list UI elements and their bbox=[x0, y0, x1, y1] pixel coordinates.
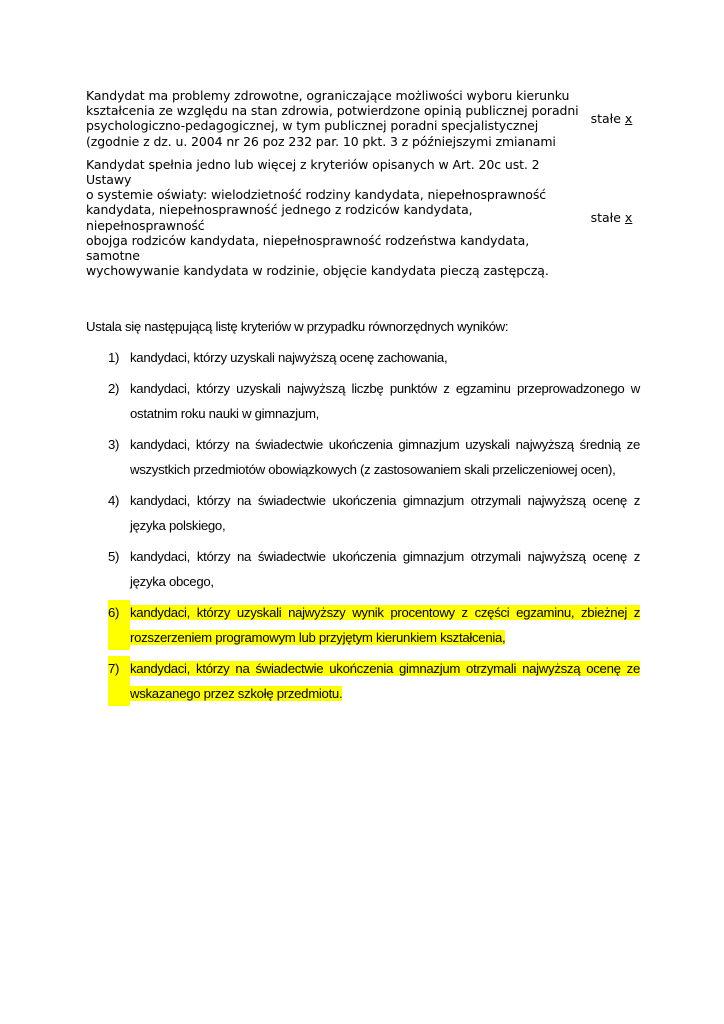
list-item-number: 3) bbox=[108, 437, 120, 452]
list-item-number: 7) bbox=[108, 656, 130, 706]
list-item-highlighted bbox=[108, 600, 640, 650]
criteria-check-mark: x bbox=[624, 110, 633, 126]
list-item-text: kandydaci, którzy uzyskali najwyższą ocenę zachowania, bbox=[130, 350, 448, 365]
criteria-text bbox=[86, 88, 585, 149]
criteria-line: Kandydat spełnia jedno lub więcej z kryteriów opisanych w Art. 20c ust. 2 Ustawy bbox=[86, 156, 540, 188]
criteria-value-label: stałe bbox=[590, 210, 621, 226]
list-item bbox=[108, 345, 640, 370]
list-item bbox=[108, 376, 640, 426]
list-item-body bbox=[130, 432, 640, 482]
list-item-body bbox=[130, 600, 640, 650]
list-item-body bbox=[130, 345, 640, 370]
criteria-line: psychologiczno-pedagogicznej, w tym publicznej poradni specjalistycznej bbox=[86, 118, 539, 134]
list-item-text: kandydaci, którzy uzyskali najwyższą liczbę punktów z egzaminu przeprowadzonego w ostatnim roku nauki w gimnazjum, bbox=[130, 381, 640, 421]
list-item-number: 4) bbox=[108, 493, 120, 508]
criteria-value bbox=[585, 210, 646, 225]
tiebreak-intro: Ustala się następującą listę kryteriów w przypadku równorzędnych wyników: bbox=[86, 319, 509, 334]
criteria-text bbox=[86, 157, 585, 279]
criteria-row-health bbox=[86, 88, 646, 149]
criteria-line: wychowywanie kandydata w rodzinie, objęcie kandydata pieczą zastępczą. bbox=[86, 263, 549, 279]
criteria-value-label: stałe bbox=[590, 110, 621, 126]
list-item-number: 2) bbox=[108, 381, 120, 396]
criteria-line: Kandydat ma problemy zdrowotne, ograniczające możliwości wyboru kierunku bbox=[86, 88, 570, 103]
criteria-line: o systemie oświaty: wielodzietność rodziny kandydata, niepełnosprawność bbox=[86, 187, 547, 203]
criteria-line: (zgodnie z dz. u. 2004 nr 26 poz 232 par. 10 pkt. 3 z późniejszymi zmianami bbox=[86, 133, 556, 149]
list-item-highlighted bbox=[108, 656, 640, 706]
list-item bbox=[108, 488, 640, 538]
list-item-text: kandydaci, którzy na świadectwie ukończenia gimnazjum uzyskali najwyższą średnią ze wszystkich przedmiotów obowiązkowych (z zastosowaniem skali przeliczeniowej ocen), bbox=[130, 437, 640, 477]
criteria-line: obojga rodziców kandydata, niepełnosprawność rodzeństwa kandydata, samotne bbox=[86, 232, 530, 264]
list-item-body bbox=[130, 488, 640, 538]
criteria-row-art20c bbox=[86, 157, 646, 279]
criteria-value bbox=[585, 111, 646, 126]
list-item-body bbox=[130, 544, 640, 594]
list-item bbox=[108, 432, 640, 482]
criteria-line: kształcenia ze względu na stan zdrowia, potwierdzone opinią publicznej poradni bbox=[86, 103, 579, 119]
list-item-body bbox=[130, 376, 640, 426]
list-item bbox=[108, 544, 640, 594]
list-item-text: kandydaci, którzy na świadectwie ukończenia gimnazjum otrzymali najwyższą ocenę z języka obcego, bbox=[130, 549, 640, 589]
criteria-table bbox=[86, 88, 646, 278]
list-item-text: kandydaci, którzy uzyskali najwyższy wynik procentowy z części egzaminu, zbieżnej z rozszerzeniem programowym lub przyjętym kierunkiem kształcenia, bbox=[130, 605, 640, 645]
list-item-number: 6) bbox=[108, 600, 130, 650]
list-item-number: 5) bbox=[108, 549, 120, 564]
tiebreak-list bbox=[108, 345, 640, 712]
list-item-text: kandydaci, którzy na świadectwie ukończenia gimnazjum otrzymali najwyższą ocenę z języka polskiego, bbox=[130, 493, 640, 533]
list-item-number: 1) bbox=[108, 350, 120, 365]
list-item-text: kandydaci, którzy na świadectwie ukończenia gimnazjum otrzymali najwyższą ocenę ze wskazanego przez szkołę przedmiotu. bbox=[130, 661, 640, 701]
criteria-check-mark: x bbox=[624, 210, 633, 226]
list-item-body bbox=[130, 656, 640, 706]
criteria-line: kandydata, niepełnosprawność jednego z rodziców kandydata, niepełnosprawność bbox=[86, 202, 473, 233]
